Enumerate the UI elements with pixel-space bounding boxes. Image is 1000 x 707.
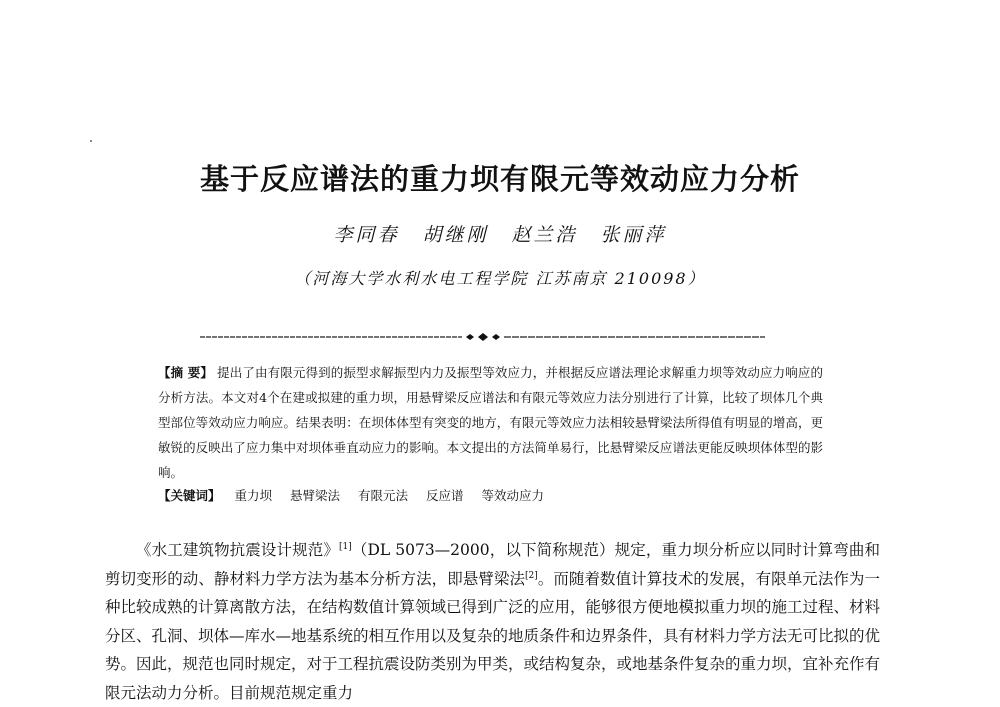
keyword: 重力坝 <box>234 488 273 503</box>
body-paragraph <box>105 536 880 707</box>
keywords-label: 【关键词】 <box>158 488 221 503</box>
abstract-text: 提出了由有限元得到的振型求解振型内力及振型等效应力，并根据反应谱法理论求解重力坝等效动应力响应的分析方法。本文对4个在建或拟建的重力坝，用悬臂梁反应谱法和有限元等效应力法分别进行了计算，比较了坝体几个典型部位等效动应力响应。结果表明：在坝体体型有突变的地方，有限元等效应力法相较悬臂梁法所得值有明显的增高，更敏锐的反映出了应力集中对坝体垂直动应力的影响。本文提出的方法简单易行，比悬臂梁反应谱法更能反映坝体体型的影响。 <box>158 365 823 480</box>
paper-title: 基于反应谱法的重力坝有限元等效动应力分析 <box>199 162 800 196</box>
scan-speck <box>90 140 92 142</box>
affiliation: （河海大学水利水电工程学院 江苏南京 210098） <box>294 269 706 288</box>
abstract <box>158 360 823 485</box>
author-list: 李同春 胡继刚 赵兰浩 张丽萍 <box>333 224 667 246</box>
keyword: 等效动应力 <box>481 488 545 503</box>
keyword: 悬臂梁法 <box>290 488 341 503</box>
body-segment: 《水工建筑物抗震设计规范》 <box>136 541 339 559</box>
ornamental-divider <box>200 333 765 341</box>
keywords <box>158 486 823 504</box>
citation-ref[interactable]: [1] <box>339 541 352 552</box>
keyword: 反应谱 <box>426 488 464 503</box>
body-segment: 。而随着数值计算技术的发展，有限单元法作为一种比较成熟的计算离散方法，在结构数值计算领域已得到广泛的应用，能够很方便地模拟重力坝的施工过程、材料分区、孔洞、坝体—库水—地基系统的相互作用以及复杂的地质条件和边界条件，具有材料力学方法无可比拟的优势。因此，规范也同时规定，对于工程抗震设防类别为甲类，或结构复杂，或地基条件复杂的重力坝，宜补充作有限元法动力分析。目前规范规定重力 <box>105 569 881 702</box>
body-segment: （DL 5073—2000，以下简称规范）规定，重力坝分析应以同时计算弯曲和剪切变形的动、静材料力学方法为基本分析方法，即悬臂梁法 <box>105 541 880 588</box>
citation-ref[interactable]: [2] <box>525 570 538 581</box>
abstract-label: 【摘 要】 <box>158 365 213 380</box>
keyword: 有限元法 <box>358 488 409 503</box>
